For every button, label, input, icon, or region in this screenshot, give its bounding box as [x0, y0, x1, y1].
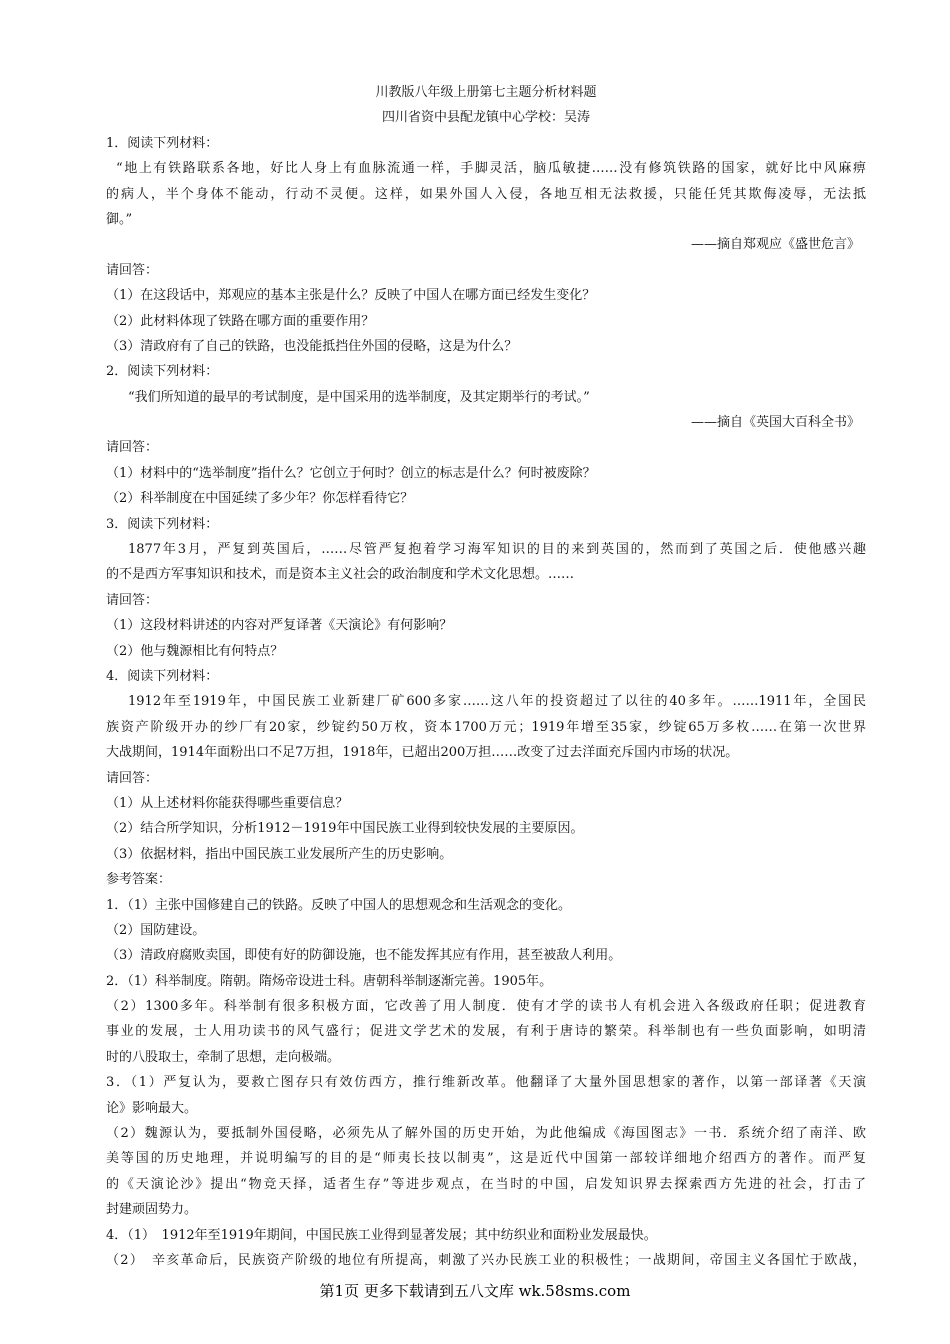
text-line: 1912年至1919年，中国民族工业新建厂矿600多家……这八年的投资超过了以往的40多年。……1911年，全国民: [128, 694, 866, 710]
text-line: 事业的发展，士人用功读书的风气盛行；促进文学艺术的发展，有利于唐诗的繁荣。科举制也有一些负面影响，如明清: [106, 1024, 866, 1040]
text-line: 封建顽固势力。: [106, 1202, 198, 1218]
text-line: ——摘自《英国大百科全书》: [690, 415, 860, 431]
text-line: ——摘自郑观应《盛世危言》: [690, 237, 860, 253]
text-line: 4．（1） 1912年至1919年期间，中国民族工业得到显著发展；其中纺织业和面粉业发展最快。: [106, 1227, 657, 1243]
text-line: 1．阅读下列材料：: [106, 135, 219, 151]
text-line: 时的八股取士，牵制了思想，走向极端。: [106, 1049, 341, 1065]
text-line: （2）国防建设。: [106, 922, 206, 938]
text-line: 3．阅读下列材料：: [106, 516, 219, 532]
text-line: 1877年3月，严复到英国后，……尽管严复抱着学习海军知识的目的来到英国的，然而到了英国之后．使他感兴趣: [128, 542, 866, 558]
text-line: （2）此材料体现了铁路在哪方面的重要作用？: [106, 313, 375, 329]
text-line: （1）在这段话中，郑观应的基本主张是什么？反映了中国人在哪方面已经发生变化？: [106, 288, 596, 304]
text-line: （1）材料中的“选举制度”指什么？它创立于何时？创立的标志是什么？何时被废除？: [106, 465, 596, 481]
document-page: [106, 80, 866, 1273]
text-line: （1）从上述材料你能获得哪些重要信息？: [106, 795, 349, 811]
text-line: 的《天演论沙》提出“物竞天择，适者生存”等进步观点，在当时的中国，启发知识界去探索西方先进的社会，打击了: [106, 1176, 866, 1192]
text-line: （2）他与魏源相比有何特点？: [106, 643, 284, 659]
text-line: “地上有铁路联系各地，好比人身上有血脉流通一样，手脚灵活，脑瓜敏捷……没有修筑铁路的国家，就好比中风麻痹: [116, 161, 866, 177]
text-line: （2）魏源认为，要抵制外国侵略，必须先从了解外国的历史开始，为此他编成《海国图志》一书．系统介绍了南洋、欧: [106, 1126, 866, 1142]
text-line: 1．（1）主张中国修建自己的铁路。反映了中国人的思想观念和生活观念的变化。: [106, 897, 572, 913]
text-line: （2）结合所学知识，分析1912－1919年中国民族工业得到较快发展的主要原因。: [106, 821, 584, 837]
text-line: （3）清政府有了自己的铁路，也没能抵挡住外国的侵略，这是为什么？: [106, 338, 518, 354]
text-line: 的病人，半个身体不能动，行动不灵便。这样，如果外国人入侵，各地互相无法救援，只能任凭其欺侮凌辱，无法抵: [106, 186, 866, 202]
text-line: （3）依据材料，指出中国民族工业发展所产生的历史影响。: [106, 846, 453, 862]
text-line: 的不是西方军事知识和技术，而是资本主义社会的政治制度和学术文化思想。……: [106, 567, 575, 583]
text-line: 请回答：: [106, 440, 159, 456]
text-line: 美等国的历史地理，并说明编写的目的是“师夷长技以制夷”，这是近代中国第一部较详细地介绍西方的著作。而严复: [106, 1151, 866, 1167]
document-author: 四川省资中县配龙镇中心学校：吴涛: [381, 110, 590, 126]
text-line: （2）1300多年。科举制有很多积极方面，它改善了用人制度．使有才学的读书人有机会进入各级政府任职；促进教育: [106, 999, 866, 1015]
text-line: 2．阅读下列材料：: [106, 364, 219, 380]
text-line: 论》影响最大。: [106, 1100, 198, 1116]
document-title: 川教版八年级上册第七主题分析材料题: [375, 85, 597, 100]
text-line: （3）清政府腐败卖国，即使有好的防御设施，也不能发挥其应有作用，甚至被敌人利用。: [106, 948, 622, 964]
text-line: 2．（1）科举制度。隋朝。隋炀帝设进士科。唐朝科举制逐渐完善。1905年。: [106, 973, 553, 989]
text-line: 参考答案：: [106, 872, 172, 888]
text-line: （2）科举制度在中国延续了多少年？你怎样看待它？: [106, 491, 414, 507]
text-line: （1）这段材料讲述的内容对严复译著《天演论》有何影响？: [106, 618, 453, 634]
text-line: 族资产阶级开办的纱厂有20家，纱锭约50万枚，资本1700万元；1919年增至35家，纱锭65万多枚……在第一次世界: [106, 719, 866, 735]
text-line: 大战期间，1914年面粉出口不足7万担，1918年，已超出200万担……改变了过去洋面充斥国内市场的状况。: [106, 745, 739, 761]
text-line: 请回答：: [106, 770, 159, 786]
text-line: 请回答：: [106, 592, 159, 608]
text-line: 御。”: [106, 211, 133, 227]
text-line: 请回答：: [106, 262, 159, 278]
text-line: “我们所知道的最早的考试制度，是中国采用的选举制度，及其定期举行的考试。”: [128, 389, 590, 405]
page-footer: 第1页 更多下载请到五八文库 wk.58sms.com: [319, 1282, 631, 1300]
text-line: 4．阅读下列材料：: [106, 668, 219, 684]
text-line: （2） 辛亥革命后，民族资产阶级的地位有所提高，刺激了兴办民族工业的积极性；一战期间，帝国主义各国忙于欧战，: [106, 1252, 866, 1268]
document-body: [106, 131, 866, 1274]
text-line: 3．（1）严复认为，要救亡图存只有效仿西方，推行维新改革。他翻译了大量外国思想家的著作，以第一部译著《天演: [106, 1075, 866, 1091]
